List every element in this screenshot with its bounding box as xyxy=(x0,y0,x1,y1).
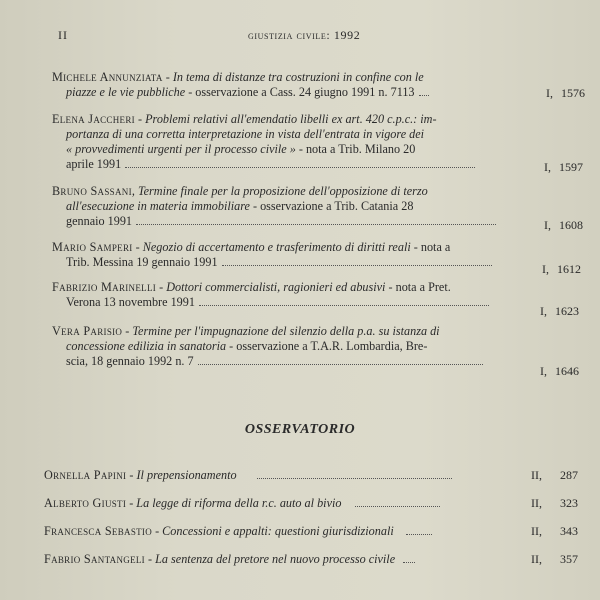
entry-title: - Dottori commercialisti, ragionieri ed abusivi xyxy=(156,280,386,294)
entry-citation: Verona 13 novembre 1991 xyxy=(66,295,195,309)
entry-line xyxy=(52,280,577,295)
entry-citation: - osservazione a Cass. 24 giugno 1991 n. 7113 xyxy=(185,85,415,99)
running-title-prefix: giustizia civile: xyxy=(248,28,331,42)
entry-author: Francesca Sebastio xyxy=(44,524,153,538)
leader-dots xyxy=(199,304,489,306)
entry-volume: I, xyxy=(544,218,551,232)
index-entry xyxy=(52,184,583,232)
entry-reference xyxy=(544,160,583,175)
entry-title: - La sentenza del pretore nel nuovo processo civile xyxy=(144,552,396,566)
leader-dots xyxy=(419,94,429,96)
entry-volume: II, xyxy=(531,496,542,510)
entry-line xyxy=(52,354,577,369)
entry-page: 1646 xyxy=(555,364,579,378)
entry-title: - Negozio di accertamento e trasferimento di diritti reali xyxy=(132,240,411,254)
entry-author: Michele Annunziata xyxy=(52,70,163,84)
observatorio-entry xyxy=(44,496,578,511)
entry-reference xyxy=(531,552,578,567)
entry-page: 1612 xyxy=(557,262,581,276)
entry-title: - In tema di distanze tra costruzioni in confine con le xyxy=(162,70,424,84)
leader-dots xyxy=(125,166,475,168)
entry-volume: I, xyxy=(540,304,547,318)
entry-title: - Il prepensionamento xyxy=(126,468,237,482)
entry-title: - La legge di riforma della r.c. auto al bivio xyxy=(126,496,342,510)
index-entry xyxy=(52,240,581,276)
entry-line xyxy=(52,199,577,214)
running-title-year: 1992 xyxy=(333,28,361,42)
entry-reference xyxy=(546,86,585,101)
entry-reference xyxy=(544,218,583,233)
entry-citation: aprile 1991 xyxy=(66,157,122,171)
entry-reference xyxy=(542,262,581,277)
entry-reference xyxy=(540,364,579,379)
entry-author: Vera Parisio xyxy=(52,324,123,338)
entry-line xyxy=(52,112,577,127)
entry-line xyxy=(52,184,577,199)
leader-dots xyxy=(222,264,492,266)
observatorio-entry xyxy=(44,552,578,567)
entry-title: - Concessioni e appalti: questioni giurisdizionali xyxy=(152,524,394,538)
entry-title: « provvedimenti urgenti per il processo civile » xyxy=(66,142,296,156)
entry-citation: - osservazione a T.A.R. Lombardia, Bre- xyxy=(226,339,428,353)
index-entry xyxy=(52,280,579,318)
entry-citation: - nota a Pret. xyxy=(385,280,451,294)
entry-citation: - osservazione a Trib. Catania 28 xyxy=(249,199,414,213)
entry-page: 1608 xyxy=(559,218,583,232)
entry-title: , Termine finale per la proposizione dell'opposizione di terzo xyxy=(131,184,428,198)
page-number: II xyxy=(58,28,68,42)
entry-page: 1576 xyxy=(561,86,585,100)
observatorio-entry xyxy=(44,468,578,483)
entry-title: - Termine per l'impugnazione del silenzio della p.a. su istanza di xyxy=(122,324,440,338)
leader-dots xyxy=(198,363,483,365)
entry-volume: I, xyxy=(540,364,547,378)
page-header xyxy=(0,28,600,48)
entry-line xyxy=(52,324,577,339)
entry-line xyxy=(52,157,577,172)
entry-line xyxy=(52,85,577,100)
entry-page: 323 xyxy=(560,496,578,510)
entry-title: portanza di una corretta interpretazione in vista dell'entrata in vigore dei xyxy=(66,127,425,141)
entry-volume: II, xyxy=(531,552,542,566)
entry-citation: Trib. Messina 19 gennaio 1991 xyxy=(66,255,218,269)
index-entry xyxy=(52,112,583,174)
section-title: OSSERVATORIO xyxy=(244,422,356,437)
entry-author: Bruno Sassani xyxy=(52,184,132,198)
entry-line xyxy=(52,255,577,270)
entry-author: Fabrio Santangeli xyxy=(44,552,145,566)
entry-title: concessione edilizia in sanatoria xyxy=(66,339,227,353)
entry-line xyxy=(52,295,577,310)
entry-title: piazze e le vie pubbliche xyxy=(66,85,186,99)
index-entry xyxy=(52,70,585,102)
entry-author: Fabrizio Marinelli xyxy=(52,280,157,294)
entry-line xyxy=(52,127,577,142)
entry-line xyxy=(52,240,577,255)
entry-page: 343 xyxy=(560,524,578,538)
leader-dots xyxy=(355,505,440,507)
running-title xyxy=(248,28,360,43)
entry-page: 1597 xyxy=(559,160,583,174)
entry-reference xyxy=(531,468,578,483)
entry-volume: I, xyxy=(544,160,551,174)
index-entry xyxy=(52,324,577,376)
entry-page: 357 xyxy=(560,552,578,566)
entry-line xyxy=(52,214,577,229)
entry-citation: - nota a xyxy=(410,240,451,254)
observatorio-entry xyxy=(44,524,578,539)
entry-volume: I, xyxy=(542,262,549,276)
entry-author: Elena Jaccheri xyxy=(52,112,135,126)
entry-author: Mario Samperi xyxy=(52,240,133,254)
entry-volume: II, xyxy=(531,468,542,482)
entry-citation: scia, 18 gennaio 1992 n. 7 xyxy=(66,354,194,368)
entry-reference xyxy=(531,496,578,511)
entry-author: Alberto Giusti xyxy=(44,496,127,510)
entry-line xyxy=(52,142,577,157)
entry-volume: I, xyxy=(546,86,553,100)
entry-volume: II, xyxy=(531,524,542,538)
leader-dots xyxy=(257,477,452,479)
leader-dots xyxy=(136,223,496,225)
entry-reference xyxy=(531,524,578,539)
entry-title: - Problemi relativi all'emendatio libelli ex art. 420 c.p.c.: im- xyxy=(134,112,437,126)
entry-author: Ornella Papini xyxy=(44,468,127,482)
entry-title: all'esecuzione in materia immobiliare xyxy=(66,199,250,213)
entry-citation: gennaio 1991 xyxy=(66,214,133,228)
entry-reference xyxy=(540,304,579,319)
entry-citation: - nota a Trib. Milano 20 xyxy=(295,142,416,156)
entry-line xyxy=(52,70,577,85)
entry-page: 287 xyxy=(560,468,578,482)
entry-line xyxy=(52,339,577,354)
entry-page: 1623 xyxy=(555,304,579,318)
leader-dots xyxy=(403,561,415,563)
leader-dots xyxy=(406,533,432,535)
